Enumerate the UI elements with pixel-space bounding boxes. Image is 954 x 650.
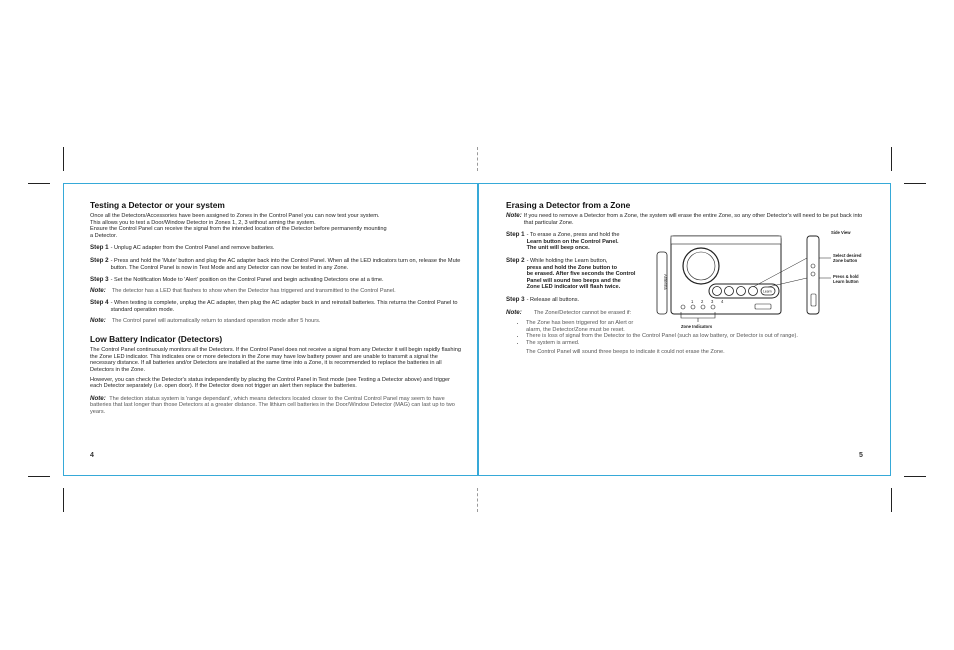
note-label: Note:	[90, 394, 106, 402]
zone-led-icon	[691, 305, 695, 309]
step-text	[527, 258, 636, 291]
intro-line: a Detector.	[90, 232, 118, 239]
page-number: 4	[90, 452, 94, 459]
zone-number-1: 1	[691, 299, 694, 304]
note-text: The Control panel will automatically return to standard operation mode after 5 hours.	[111, 317, 321, 324]
step-1	[506, 232, 646, 252]
select-zone-label: Zone button	[833, 258, 858, 263]
side-view-label: Side View	[831, 230, 851, 235]
note-2	[90, 318, 462, 325]
note-text: If you need to remove a Detector from a Zone, the system will erase the entire Zone, so any other Detector's will need to be put back into that particular Zone.	[523, 213, 863, 226]
learn-button-label: Learn	[763, 289, 772, 294]
zone-number-4: 4	[721, 299, 724, 304]
step-line: Panel will sound two beeps and the	[526, 277, 621, 284]
side-switch	[811, 294, 816, 306]
low-battery-paragraph: However, you can check the Detector's status independently by placing the Control Panel in Test mode (see Testing a Detector above) and trigger each Detector separately (i.e. open door). If the Detector does not trigger an alert then replace the batteries.	[90, 376, 450, 390]
speaker-inner-icon	[687, 252, 715, 280]
control-panel-illustration	[655, 226, 870, 336]
list-item: • The Zone has been triggered for an Alert or alarm, the Detector/Zone must be reset.	[526, 320, 646, 333]
list-item: • The system is armed.	[526, 340, 871, 347]
heading-erase: Erasing a Detector from a Zone	[506, 200, 631, 210]
step-line: The unit will beep once.	[526, 245, 590, 252]
step-label: Step 2	[90, 256, 109, 264]
crop-mark	[904, 476, 926, 477]
low-battery-paragraph: The Control Panel continuously monitors all the Detectors. If the Control Panel does not receive a signal from any Detector it will begin rapidly flashing the Zone LED indicator. This indicates one or more detectors in the Zone may have low battery power and are unable to transmit a signal the necessary distance. If all batteries and/or Detectors are installed at the same time into a Zone, it is recommended to replace the batteries in all Detectors in the Zone.	[90, 347, 461, 373]
select-zone-label: Select desired	[833, 253, 862, 258]
heading-low-battery: Low Battery Indicator (Detectors)	[90, 334, 223, 345]
step-text: - When testing is complete, unplug the AC adapter, then plug the AC adapter back in and reinstall batteries. This returns the Control Panel to standard operation mode.	[110, 300, 458, 313]
zone-number-2: 2	[701, 299, 704, 304]
step-line: - While holding the Learn button,	[526, 257, 608, 264]
step-label: Step 3	[90, 276, 109, 284]
crop-mark	[28, 183, 50, 184]
step-text: - Set the Notification Mode to 'Alert' position on the Control Panel and begin activating Detectors one at a time.	[110, 277, 384, 284]
list-item: • There is loss of signal from the Detector to the Control Panel (such as low battery, or Detector is out of range).	[526, 333, 871, 340]
step-text	[527, 232, 620, 252]
note-text: The detector has a LED that flashes to show when the Detector has triggered and transmitted to the Control Panel.	[111, 287, 396, 294]
closing-text: The Control Panel will sound three beeps to indicate it could not erase the Zone.	[526, 348, 725, 355]
crop-mark	[28, 476, 50, 477]
step-4	[90, 300, 462, 313]
zone-indicators-label: Zone Indicators	[681, 324, 713, 329]
panel-top-edge	[671, 236, 781, 244]
crop-mark	[63, 147, 64, 171]
intro-paragraph	[90, 213, 462, 239]
step-text: - Unplug AC adapter from the Control Panel and remove batteries.	[110, 245, 275, 252]
page-divider	[477, 183, 479, 476]
step-line: Zone LED indicator will flash twice.	[526, 284, 621, 291]
step-2	[90, 258, 462, 271]
left-page	[90, 200, 462, 418]
note-label: Note:	[90, 286, 106, 294]
step-label: Step 3	[506, 295, 525, 303]
fold-mark	[477, 488, 478, 512]
heading-testing: Testing a Detector or your system	[90, 200, 225, 210]
learn-label: Press & hold	[833, 274, 859, 279]
side-zone-button	[811, 264, 815, 268]
note-label: Note:	[90, 316, 106, 324]
note-top	[506, 213, 871, 226]
zone-led-icon	[681, 305, 685, 309]
step-text: - Press and hold the 'Mute' button and plug the AC adapter back into the Control Panel. When all the LED indicators turn on, release the Mute button. The Control Panel is now in Test Mode and any Detector can now be tested in any Zone.	[110, 257, 461, 271]
step-3	[90, 277, 462, 284]
step-label: Step 2	[506, 256, 525, 264]
zone-button-1[interactable]	[713, 287, 722, 296]
control-panel-diagram	[655, 226, 870, 341]
step-text: - Release all buttons.	[526, 296, 580, 303]
intro-line: Ensure the Control Panel can receive the signal from the intended location of the Detector before permanently mounting	[90, 226, 387, 233]
step-label: Step 1	[90, 244, 109, 252]
step-label: Step 1	[506, 231, 525, 239]
step-line: Learn button on the Control Panel.	[526, 238, 619, 245]
zone-led-icon	[711, 305, 715, 309]
zone-button-2[interactable]	[725, 287, 734, 296]
step-label: Step 4	[90, 299, 109, 307]
note-text: The Zone/Detector cannot be erased if:	[533, 309, 632, 316]
zone-number-3: 3	[711, 299, 714, 304]
intro-line: This allows you to test a Door/Window Detector in Zones 1, 2, 3 without arming the system.	[90, 219, 316, 226]
zone-button-3[interactable]	[737, 287, 746, 296]
step-line: be erased. After five seconds the Control	[526, 271, 636, 278]
side-learn-button	[811, 272, 815, 276]
zone-button-4[interactable]	[749, 287, 758, 296]
step-1	[90, 245, 462, 252]
crop-mark	[891, 488, 892, 512]
step-line: - To erase a Zone, press and hold the	[526, 232, 620, 239]
note-label: Note:	[506, 212, 522, 219]
step-2	[506, 258, 646, 291]
zone-led-icon	[701, 305, 705, 309]
crop-mark	[63, 488, 64, 512]
note-3	[90, 396, 462, 416]
note-label: Note:	[506, 308, 522, 316]
status-indicator	[755, 304, 771, 309]
note-text: The detection status system is 'range dependant', which means detectors located closer to the Central Control Panel may seem to have batteries that last longer than those Detectors at a greater distance. The lithium cell batteries in the Door/Window Detector (MAG) can last up to two years.	[90, 395, 455, 415]
crop-mark	[904, 183, 926, 184]
fold-mark	[477, 147, 478, 171]
antenna-label: Antenna	[663, 274, 668, 290]
crop-mark	[891, 147, 892, 171]
intro-line: Once all the Detectors/Accessories have been assigned to Zones in the Control Panel you can now test your system.	[90, 213, 380, 219]
learn-label: Learn button	[833, 279, 859, 284]
page-number: 5	[859, 452, 863, 459]
note-1	[90, 288, 462, 295]
step-line: press and hold the Zone button to	[526, 264, 618, 271]
